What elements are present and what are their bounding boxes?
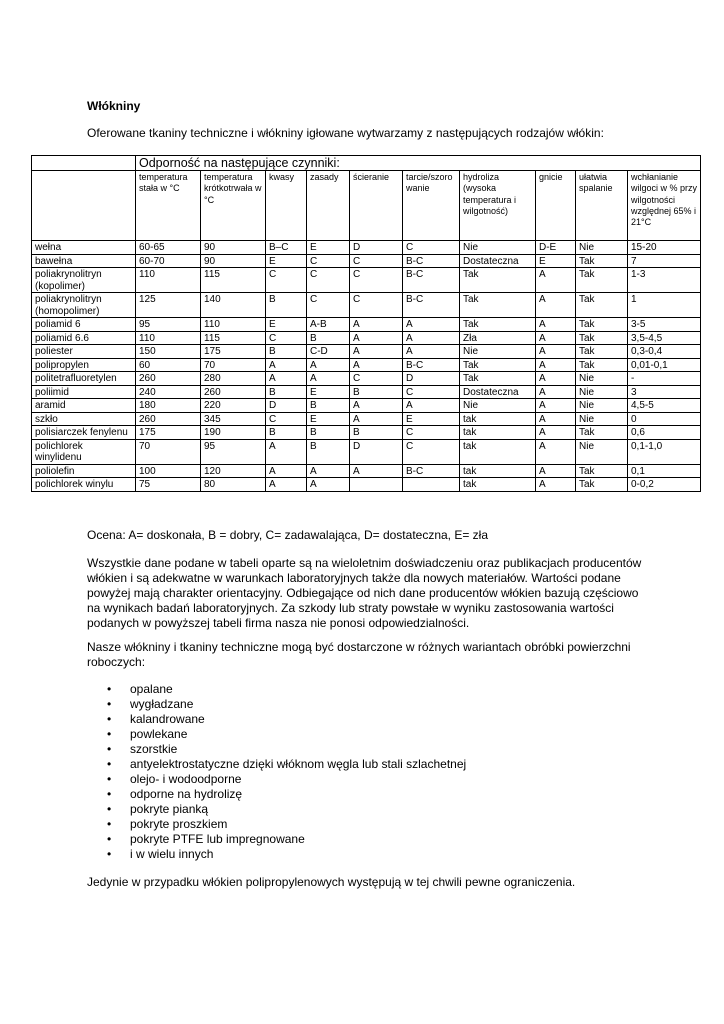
table-cell: 220 bbox=[201, 399, 266, 413]
table-cell: Tak bbox=[576, 478, 628, 492]
material-name-cell: aramid bbox=[32, 399, 136, 413]
table-cell: Dostateczna bbox=[460, 254, 536, 268]
table-cell: 95 bbox=[136, 318, 201, 332]
bullet-icon: • bbox=[107, 817, 112, 831]
table-cell: B-C bbox=[403, 254, 460, 268]
table-cell: C bbox=[266, 331, 307, 345]
table-cell: 150 bbox=[136, 345, 201, 359]
table-cell: C bbox=[307, 268, 350, 293]
table-cell: Tak bbox=[576, 358, 628, 372]
table-row bbox=[32, 331, 701, 345]
closing-note: Jedynie w przypadku włókien polipropylenowych występują w tej chwili pewne ograniczenia. bbox=[87, 875, 576, 889]
disclaimer-paragraph: Wszystkie dane podane w tabeli oparte są na wieloletnim doświadczeniu oraz publikacjach producentów włókien i są adekwatne w warunkach laboratoryjnych także dla nowych materiałów. Wartości podane powyżej mają charakter orientacyjny. Odbiegające od nich dane producentów włókien bazują częściowo na wynikach badań laboratoryjnych. Za szkody lub straty powstałe w wyniku zastosowania wartości podanych w powyższej tabeli firma nasza nie ponosi odpowiedzialności. bbox=[87, 556, 642, 630]
table-cell: B bbox=[307, 331, 350, 345]
table-cell: tak bbox=[460, 412, 536, 426]
material-name-cell: wełna bbox=[32, 241, 136, 255]
table-cell: A bbox=[266, 372, 307, 386]
table-cell: 175 bbox=[201, 345, 266, 359]
table-cell: Nie bbox=[576, 372, 628, 386]
table-cell: 260 bbox=[136, 372, 201, 386]
table-cell: 180 bbox=[136, 399, 201, 413]
table-cell: C bbox=[266, 412, 307, 426]
table-cell: A bbox=[350, 331, 403, 345]
table-cell: A bbox=[536, 318, 576, 332]
table-cell: C bbox=[350, 254, 403, 268]
empty-label-header-cell bbox=[32, 171, 136, 241]
table-row bbox=[32, 439, 701, 464]
list-item-text: opalane bbox=[130, 682, 173, 696]
list-item-text: antyelektrostatyczne dzięki włóknom węgla lub stali szlachetnej bbox=[130, 757, 467, 771]
table-cell: 260 bbox=[201, 385, 266, 399]
table-cell: Tak bbox=[576, 293, 628, 318]
table-cell: 60 bbox=[136, 358, 201, 372]
table-cell: A bbox=[350, 464, 403, 478]
list-item-text: wygładzane bbox=[130, 697, 194, 711]
table-cell: tak bbox=[460, 426, 536, 440]
list-item bbox=[87, 802, 466, 817]
table-cell: E bbox=[266, 318, 307, 332]
table-cell: Nie bbox=[460, 241, 536, 255]
table-cell: Tak bbox=[460, 268, 536, 293]
table-cell: C bbox=[350, 372, 403, 386]
material-name-cell: poliolefin bbox=[32, 464, 136, 478]
table-cell: 80 bbox=[201, 478, 266, 492]
table-cell: B bbox=[266, 293, 307, 318]
table-row bbox=[32, 254, 701, 268]
list-item-text: pokryte PTFE lub impregnowane bbox=[130, 832, 305, 846]
table-cell: B-C bbox=[403, 464, 460, 478]
table-cell: 240 bbox=[136, 385, 201, 399]
list-item-text: i w wielu innych bbox=[130, 847, 214, 861]
table-cell: 110 bbox=[201, 318, 266, 332]
table-cell: A bbox=[350, 318, 403, 332]
material-name-cell: politetrafluoretylen bbox=[32, 372, 136, 386]
table-cell: 75 bbox=[136, 478, 201, 492]
table-cell: B bbox=[307, 426, 350, 440]
table-cell: Tak bbox=[576, 426, 628, 440]
table-cell: A bbox=[266, 464, 307, 478]
empty-corner-cell bbox=[32, 156, 136, 171]
table-cell: tak bbox=[460, 464, 536, 478]
column-header: zasady bbox=[307, 171, 350, 241]
table-cell: C bbox=[350, 268, 403, 293]
table-cell: 90 bbox=[201, 254, 266, 268]
table-cell: 3,5-4,5 bbox=[628, 331, 701, 345]
table-cell: A bbox=[536, 293, 576, 318]
table-cell: B-C bbox=[403, 358, 460, 372]
table-cell: Nie bbox=[576, 241, 628, 255]
table-cell: A bbox=[536, 358, 576, 372]
column-header: kwasy bbox=[266, 171, 307, 241]
table-cell: B bbox=[266, 426, 307, 440]
material-name-cell: szkło bbox=[32, 412, 136, 426]
table-cell bbox=[403, 478, 460, 492]
rating-legend: Ocena: A= doskonała, B = dobry, C= zadawalająca, D= dostateczna, E= zła bbox=[87, 528, 489, 542]
table-cell: C-D bbox=[307, 345, 350, 359]
table-cell: 115 bbox=[201, 268, 266, 293]
group-header-row bbox=[32, 156, 701, 171]
column-header: hydroliza (wysoka temperatura i wilgotność) bbox=[460, 171, 536, 241]
table-cell: A bbox=[536, 439, 576, 464]
table-cell: E bbox=[266, 254, 307, 268]
table-cell: 15-20 bbox=[628, 241, 701, 255]
table-cell: E bbox=[307, 412, 350, 426]
table-row bbox=[32, 412, 701, 426]
table-cell: Dostateczna bbox=[460, 385, 536, 399]
table-cell: B bbox=[307, 399, 350, 413]
table-cell: Tak bbox=[576, 254, 628, 268]
list-item-text: powlekane bbox=[130, 727, 188, 741]
list-item bbox=[87, 682, 466, 697]
table-cell: E bbox=[403, 412, 460, 426]
table-cell: Tak bbox=[460, 372, 536, 386]
table-cell: Tak bbox=[460, 358, 536, 372]
list-item bbox=[87, 727, 466, 742]
list-item-text: olejo- i wodoodporne bbox=[130, 772, 242, 786]
list-item bbox=[87, 772, 466, 787]
material-name-cell: polisiarczek fenylenu bbox=[32, 426, 136, 440]
table-row bbox=[32, 345, 701, 359]
table-cell: C bbox=[403, 241, 460, 255]
list-item bbox=[87, 832, 466, 847]
table-cell: 175 bbox=[136, 426, 201, 440]
material-name-cell: poliamid 6 bbox=[32, 318, 136, 332]
table-cell: D bbox=[403, 372, 460, 386]
table-cell: A bbox=[307, 372, 350, 386]
table-row bbox=[32, 372, 701, 386]
table-cell: A bbox=[536, 464, 576, 478]
table-row bbox=[32, 241, 701, 255]
table-cell: A bbox=[350, 358, 403, 372]
table-cell: A bbox=[536, 268, 576, 293]
table-cell: 0-0,2 bbox=[628, 478, 701, 492]
table-cell: 1-3 bbox=[628, 268, 701, 293]
table-cell: B bbox=[350, 385, 403, 399]
material-name-cell: poliamid 6.6 bbox=[32, 331, 136, 345]
table-cell: A bbox=[536, 345, 576, 359]
bullet-icon: • bbox=[107, 832, 112, 846]
bullet-icon: • bbox=[107, 847, 112, 861]
list-item bbox=[87, 697, 466, 712]
table-cell: A bbox=[536, 478, 576, 492]
table-cell: B–C bbox=[266, 241, 307, 255]
column-header: wchłanianie wilgoci w % przy wilgotności względnej 65% i 21°C bbox=[628, 171, 701, 241]
table-cell: Tak bbox=[460, 318, 536, 332]
table-cell: D bbox=[266, 399, 307, 413]
table-cell: tak bbox=[460, 478, 536, 492]
table-cell: A bbox=[403, 318, 460, 332]
list-item bbox=[87, 742, 466, 757]
table-cell: Nie bbox=[460, 399, 536, 413]
table-cell: A-B bbox=[307, 318, 350, 332]
column-header-row bbox=[32, 171, 701, 241]
column-header: temperatura stała w °C bbox=[136, 171, 201, 241]
bullet-icon: • bbox=[107, 742, 112, 756]
bullet-icon: • bbox=[107, 757, 112, 771]
table-cell: A bbox=[536, 412, 576, 426]
table-cell: 280 bbox=[201, 372, 266, 386]
table-cell: Tak bbox=[460, 293, 536, 318]
table-cell: Nie bbox=[576, 385, 628, 399]
table-cell: Nie bbox=[576, 412, 628, 426]
list-item-text: pokryte proszkiem bbox=[130, 817, 228, 831]
table-cell: C bbox=[266, 268, 307, 293]
table-cell: A bbox=[536, 426, 576, 440]
table-cell: E bbox=[307, 241, 350, 255]
table-row bbox=[32, 358, 701, 372]
table-cell: 90 bbox=[201, 241, 266, 255]
table-cell: A bbox=[403, 331, 460, 345]
table-cell: 3 bbox=[628, 385, 701, 399]
table-cell: C bbox=[307, 254, 350, 268]
table-cell: A bbox=[307, 358, 350, 372]
table-cell: B bbox=[307, 439, 350, 464]
list-item bbox=[87, 847, 466, 862]
table-cell: 0,6 bbox=[628, 426, 701, 440]
list-item-text: pokryte pianką bbox=[130, 802, 209, 816]
table-row bbox=[32, 399, 701, 413]
table-cell: A bbox=[403, 399, 460, 413]
intro-text: Oferowane tkaniny techniczne i włókniny igłowane wytwarzamy z następujących rodzajów włókin: bbox=[87, 126, 604, 140]
table-cell: 140 bbox=[201, 293, 266, 318]
list-item bbox=[87, 712, 466, 727]
list-item bbox=[87, 817, 466, 832]
table-cell: Nie bbox=[460, 345, 536, 359]
table-cell: 4,5-5 bbox=[628, 399, 701, 413]
bullet-icon: • bbox=[107, 712, 112, 726]
table-cell: 110 bbox=[136, 331, 201, 345]
column-header: tarcie/szorowanie bbox=[403, 171, 460, 241]
table-row bbox=[32, 426, 701, 440]
table-cell: Nie bbox=[576, 399, 628, 413]
table-cell: A bbox=[536, 331, 576, 345]
material-name-cell: poliester bbox=[32, 345, 136, 359]
table-cell: A bbox=[350, 412, 403, 426]
table-cell: D-E bbox=[536, 241, 576, 255]
list-item-text: szorstkie bbox=[130, 742, 178, 756]
material-name-cell: poliakrynolitryn (homopolimer) bbox=[32, 293, 136, 318]
table-row bbox=[32, 385, 701, 399]
table-cell: 60-70 bbox=[136, 254, 201, 268]
table-row bbox=[32, 478, 701, 492]
list-item bbox=[87, 787, 466, 802]
table-cell: 125 bbox=[136, 293, 201, 318]
table-cell: A bbox=[266, 439, 307, 464]
table-cell: B-C bbox=[403, 293, 460, 318]
table-cell: 3-5 bbox=[628, 318, 701, 332]
table-cell: C bbox=[403, 426, 460, 440]
table-cell: B-C bbox=[403, 268, 460, 293]
table-cell: 0 bbox=[628, 412, 701, 426]
column-header: ułatwia spalanie bbox=[576, 171, 628, 241]
column-header: ścieranie bbox=[350, 171, 403, 241]
page-title: Włókniny bbox=[87, 99, 141, 113]
table-cell: 0,1 bbox=[628, 464, 701, 478]
table-cell: A bbox=[266, 478, 307, 492]
list-item-text: odporne na hydrolizę bbox=[130, 787, 243, 801]
table-cell: 115 bbox=[201, 331, 266, 345]
table-cell: C bbox=[350, 293, 403, 318]
group-header-cell: Odporność na następujące czynniki: bbox=[136, 156, 701, 171]
table-cell: 70 bbox=[201, 358, 266, 372]
table-cell: 190 bbox=[201, 426, 266, 440]
table-cell: 110 bbox=[136, 268, 201, 293]
table-cell: A bbox=[403, 345, 460, 359]
table-cell: A bbox=[536, 399, 576, 413]
table-cell: C bbox=[403, 385, 460, 399]
table-cell: Zła bbox=[460, 331, 536, 345]
table-cell: E bbox=[307, 385, 350, 399]
table-cell: 0,01-0,1 bbox=[628, 358, 701, 372]
table-cell: E bbox=[536, 254, 576, 268]
table-cell: Nie bbox=[576, 439, 628, 464]
table-row bbox=[32, 268, 701, 293]
table-cell: A bbox=[536, 372, 576, 386]
table-cell: Tak bbox=[576, 464, 628, 478]
table-cell: 0,3-0,4 bbox=[628, 345, 701, 359]
table-cell: 345 bbox=[201, 412, 266, 426]
table-cell: 60-65 bbox=[136, 241, 201, 255]
table-cell: 0,1-1,0 bbox=[628, 439, 701, 464]
table-cell: - bbox=[628, 372, 701, 386]
bullet-icon: • bbox=[107, 682, 112, 696]
table-cell: C bbox=[307, 293, 350, 318]
table-cell: Tak bbox=[576, 345, 628, 359]
bullet-icon: • bbox=[107, 772, 112, 786]
table-cell: tak bbox=[460, 439, 536, 464]
table-row bbox=[32, 318, 701, 332]
material-name-cell: poliakrynolitryn (kopolimer) bbox=[32, 268, 136, 293]
table-cell bbox=[350, 478, 403, 492]
table-cell: A bbox=[307, 464, 350, 478]
column-header: temperatura krótkotrwała w °C bbox=[201, 171, 266, 241]
material-name-cell: poliimid bbox=[32, 385, 136, 399]
table-cell: A bbox=[350, 399, 403, 413]
material-name-cell: polipropylen bbox=[32, 358, 136, 372]
table-cell: A bbox=[536, 385, 576, 399]
bullet-icon: • bbox=[107, 727, 112, 741]
material-name-cell: polichlorek winylu bbox=[32, 478, 136, 492]
table-cell: A bbox=[350, 345, 403, 359]
table-cell: D bbox=[350, 439, 403, 464]
bullet-icon: • bbox=[107, 697, 112, 711]
list-item bbox=[87, 757, 466, 772]
finishes-list bbox=[87, 682, 466, 862]
table-row bbox=[32, 464, 701, 478]
table-cell: 1 bbox=[628, 293, 701, 318]
table-cell: 100 bbox=[136, 464, 201, 478]
table-cell: B bbox=[350, 426, 403, 440]
bullet-icon: • bbox=[107, 802, 112, 816]
table-cell: B bbox=[266, 385, 307, 399]
table-cell: A bbox=[307, 478, 350, 492]
table-row bbox=[32, 293, 701, 318]
table-cell: 95 bbox=[201, 439, 266, 464]
table-cell: 7 bbox=[628, 254, 701, 268]
finishes-intro: Nasze włókniny i tkaniny techniczne mogą być dostarczone w różnych wariantach obróbki powierzchni roboczych: bbox=[87, 640, 631, 669]
table-cell: Tak bbox=[576, 268, 628, 293]
bullet-icon: • bbox=[107, 787, 112, 801]
table-cell: D bbox=[350, 241, 403, 255]
table-cell: 260 bbox=[136, 412, 201, 426]
table-cell: 120 bbox=[201, 464, 266, 478]
table-cell: Tak bbox=[576, 331, 628, 345]
list-item-text: kalandrowane bbox=[130, 712, 205, 726]
table-cell: C bbox=[403, 439, 460, 464]
table-cell: Tak bbox=[576, 318, 628, 332]
table-cell: B bbox=[266, 345, 307, 359]
table-cell: A bbox=[266, 358, 307, 372]
fiber-properties-table bbox=[31, 155, 701, 492]
material-name-cell: polichlorek winylidenu bbox=[32, 439, 136, 464]
table-cell: 70 bbox=[136, 439, 201, 464]
material-name-cell: bawełna bbox=[32, 254, 136, 268]
column-header: gnicie bbox=[536, 171, 576, 241]
